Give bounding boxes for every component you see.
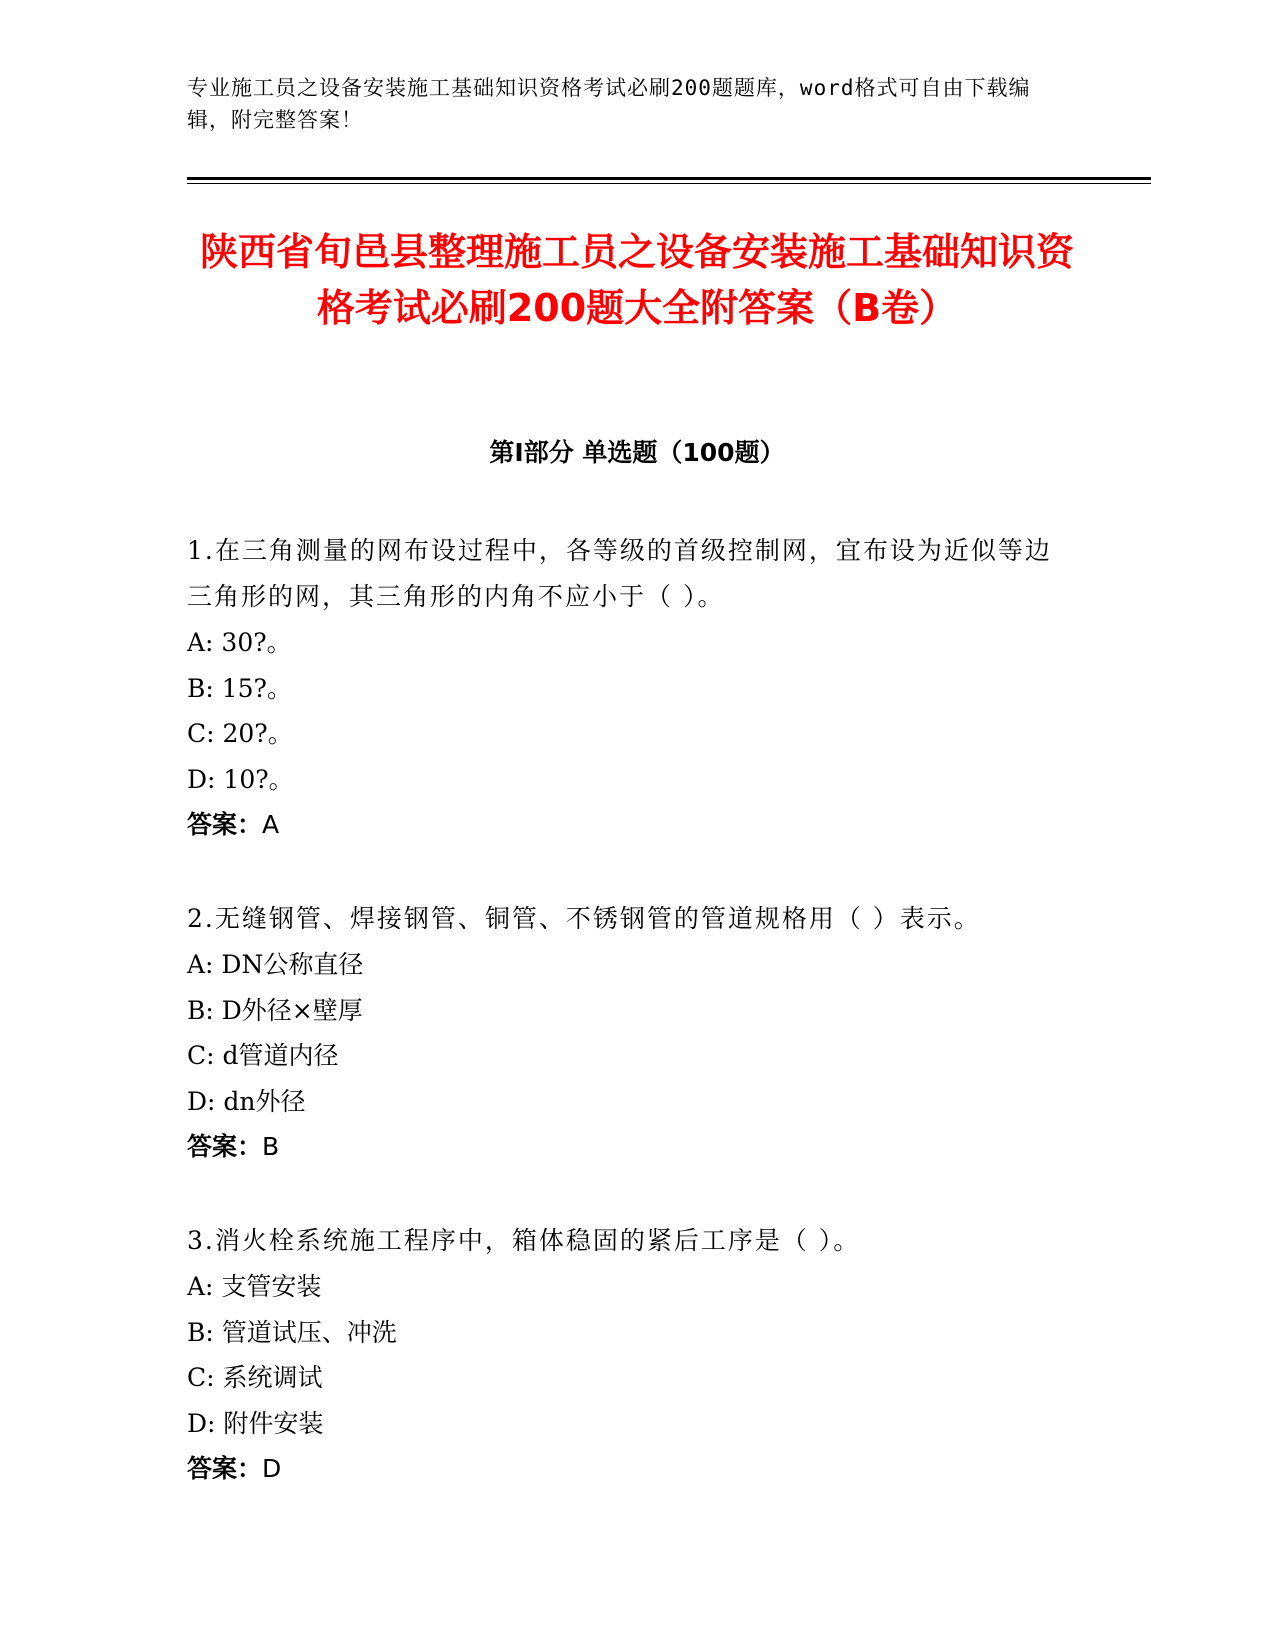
option-b: B: 15?。 (187, 673, 292, 703)
header-divider-thin (187, 183, 1151, 184)
answer-value: B (262, 1132, 280, 1161)
question-1 (187, 528, 1067, 848)
question-text: 1.在三角测量的网布设过程中，各等级的首级控制网，宜布设为近似等边三角形的网，其三角形的内角不应小于（ ）。 (187, 536, 1052, 611)
option-a: A: 支管安装 (187, 1272, 322, 1301)
question-text: 2.无缝钢管、焊接钢管、铜管、不锈钢管的管道规格用（ ）表示。 (187, 904, 981, 933)
option-c: C: d管道内径 (187, 1041, 339, 1070)
option-d: D: 附件安装 (187, 1408, 324, 1438)
question-list (187, 528, 1067, 1540)
answer-line (187, 1446, 1067, 1492)
answer-line (187, 1124, 1067, 1170)
answer-label: 答案： (187, 1454, 263, 1483)
answer-value: D (262, 1454, 282, 1483)
answer-label: 答案： (187, 1132, 263, 1161)
header-divider-thick (187, 177, 1151, 180)
option-b: B: 管道试压、冲洗 (187, 1317, 397, 1347)
option-c: C: 20?。 (187, 719, 293, 748)
option-c: C: 系统调试 (187, 1363, 323, 1392)
option-d: D: 10?。 (187, 764, 294, 794)
option-b: B: D外径×壁厚 (187, 995, 363, 1025)
question-3 (187, 1218, 1067, 1492)
answer-line (187, 802, 1067, 848)
question-2 (187, 896, 1067, 1170)
option-d: D: dn外径 (187, 1086, 306, 1116)
answer-value: A (262, 810, 280, 839)
document-title: 陕西省旬邑县整理施工员之设备安装施工基础知识资格考试必刷200题大全附答案（B卷） (199, 230, 1074, 330)
section-title: 第Ⅰ部分 单选题（100题） (489, 438, 785, 467)
answer-label: 答案： (187, 810, 263, 839)
option-a: A: 30?。 (187, 628, 292, 657)
option-a: A: DN公称直径 (187, 950, 364, 979)
question-text: 3.消火栓系统施工程序中，箱体稳固的紧后工序是（ ）。 (187, 1226, 861, 1255)
header-note: 专业施工员之设备安装施工基础知识资格考试必刷200题题库，word格式可自由下载编辑，附完整答案！ (187, 76, 1031, 132)
